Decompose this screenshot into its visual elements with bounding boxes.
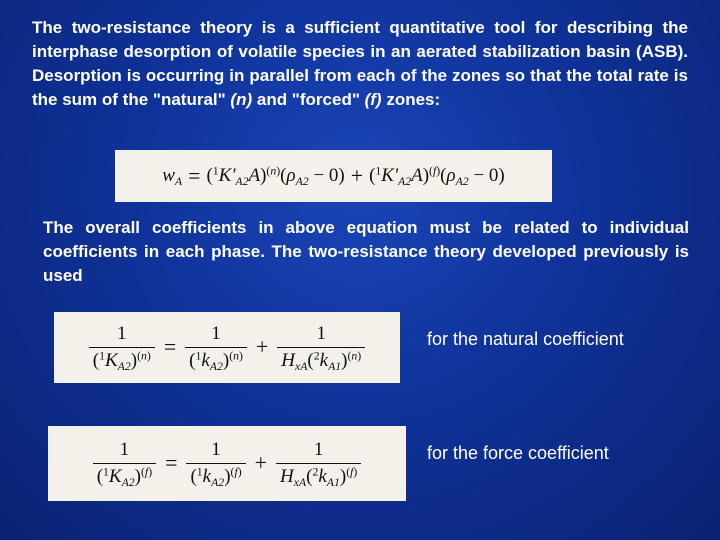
second-paragraph: The overall coefficients in above equation must be related to individual coefficients in each phase. The two-resistance theory developed previously is used xyxy=(43,218,689,285)
natural-zone-symbol: (n) xyxy=(230,90,253,109)
forced-coefficient-equation: $\frac{1}{(^1K_{A2})^{(f)}}$ = $\frac{1}{(^1k_{A2})^{(f)}}$ + $\frac{1}{H_{xA}(^2k_{A1})^{(f)}}$ xyxy=(48,426,406,501)
total-rate-equation: $w_A$ = $(^1K'_{A2}A)^{(n)}(\rho_{A2} - 0)$ + $(^1K'_{A2}A)^{(f)}(\rho_{A2} - 0)$ xyxy=(115,150,552,202)
intro-paragraph: The two-resistance theory is a sufficient quantitative tool for describing the interphase desorption of volatile species in an aerated stabilization basin (ASB). Desorption is occurring in parallel from each of the zones so that the total rate is the sum of the "natural" (n) and "forced" (f) zones: xyxy=(32,18,688,109)
forced-zone-symbol: (f) xyxy=(364,90,382,109)
natural-coefficient-caption: for the natural coefficient xyxy=(427,329,624,349)
natural-coefficient-equation: $\frac{1}{(^1K_{A2})^{(n)}}$ = $\frac{1}{(^1k_{A2})^{(n)}}$ + $\frac{1}{H_{xA}(^2k_{A1})^{(n)}}$ xyxy=(54,312,400,383)
forced-coefficient-caption: for the force coefficient xyxy=(427,443,609,463)
